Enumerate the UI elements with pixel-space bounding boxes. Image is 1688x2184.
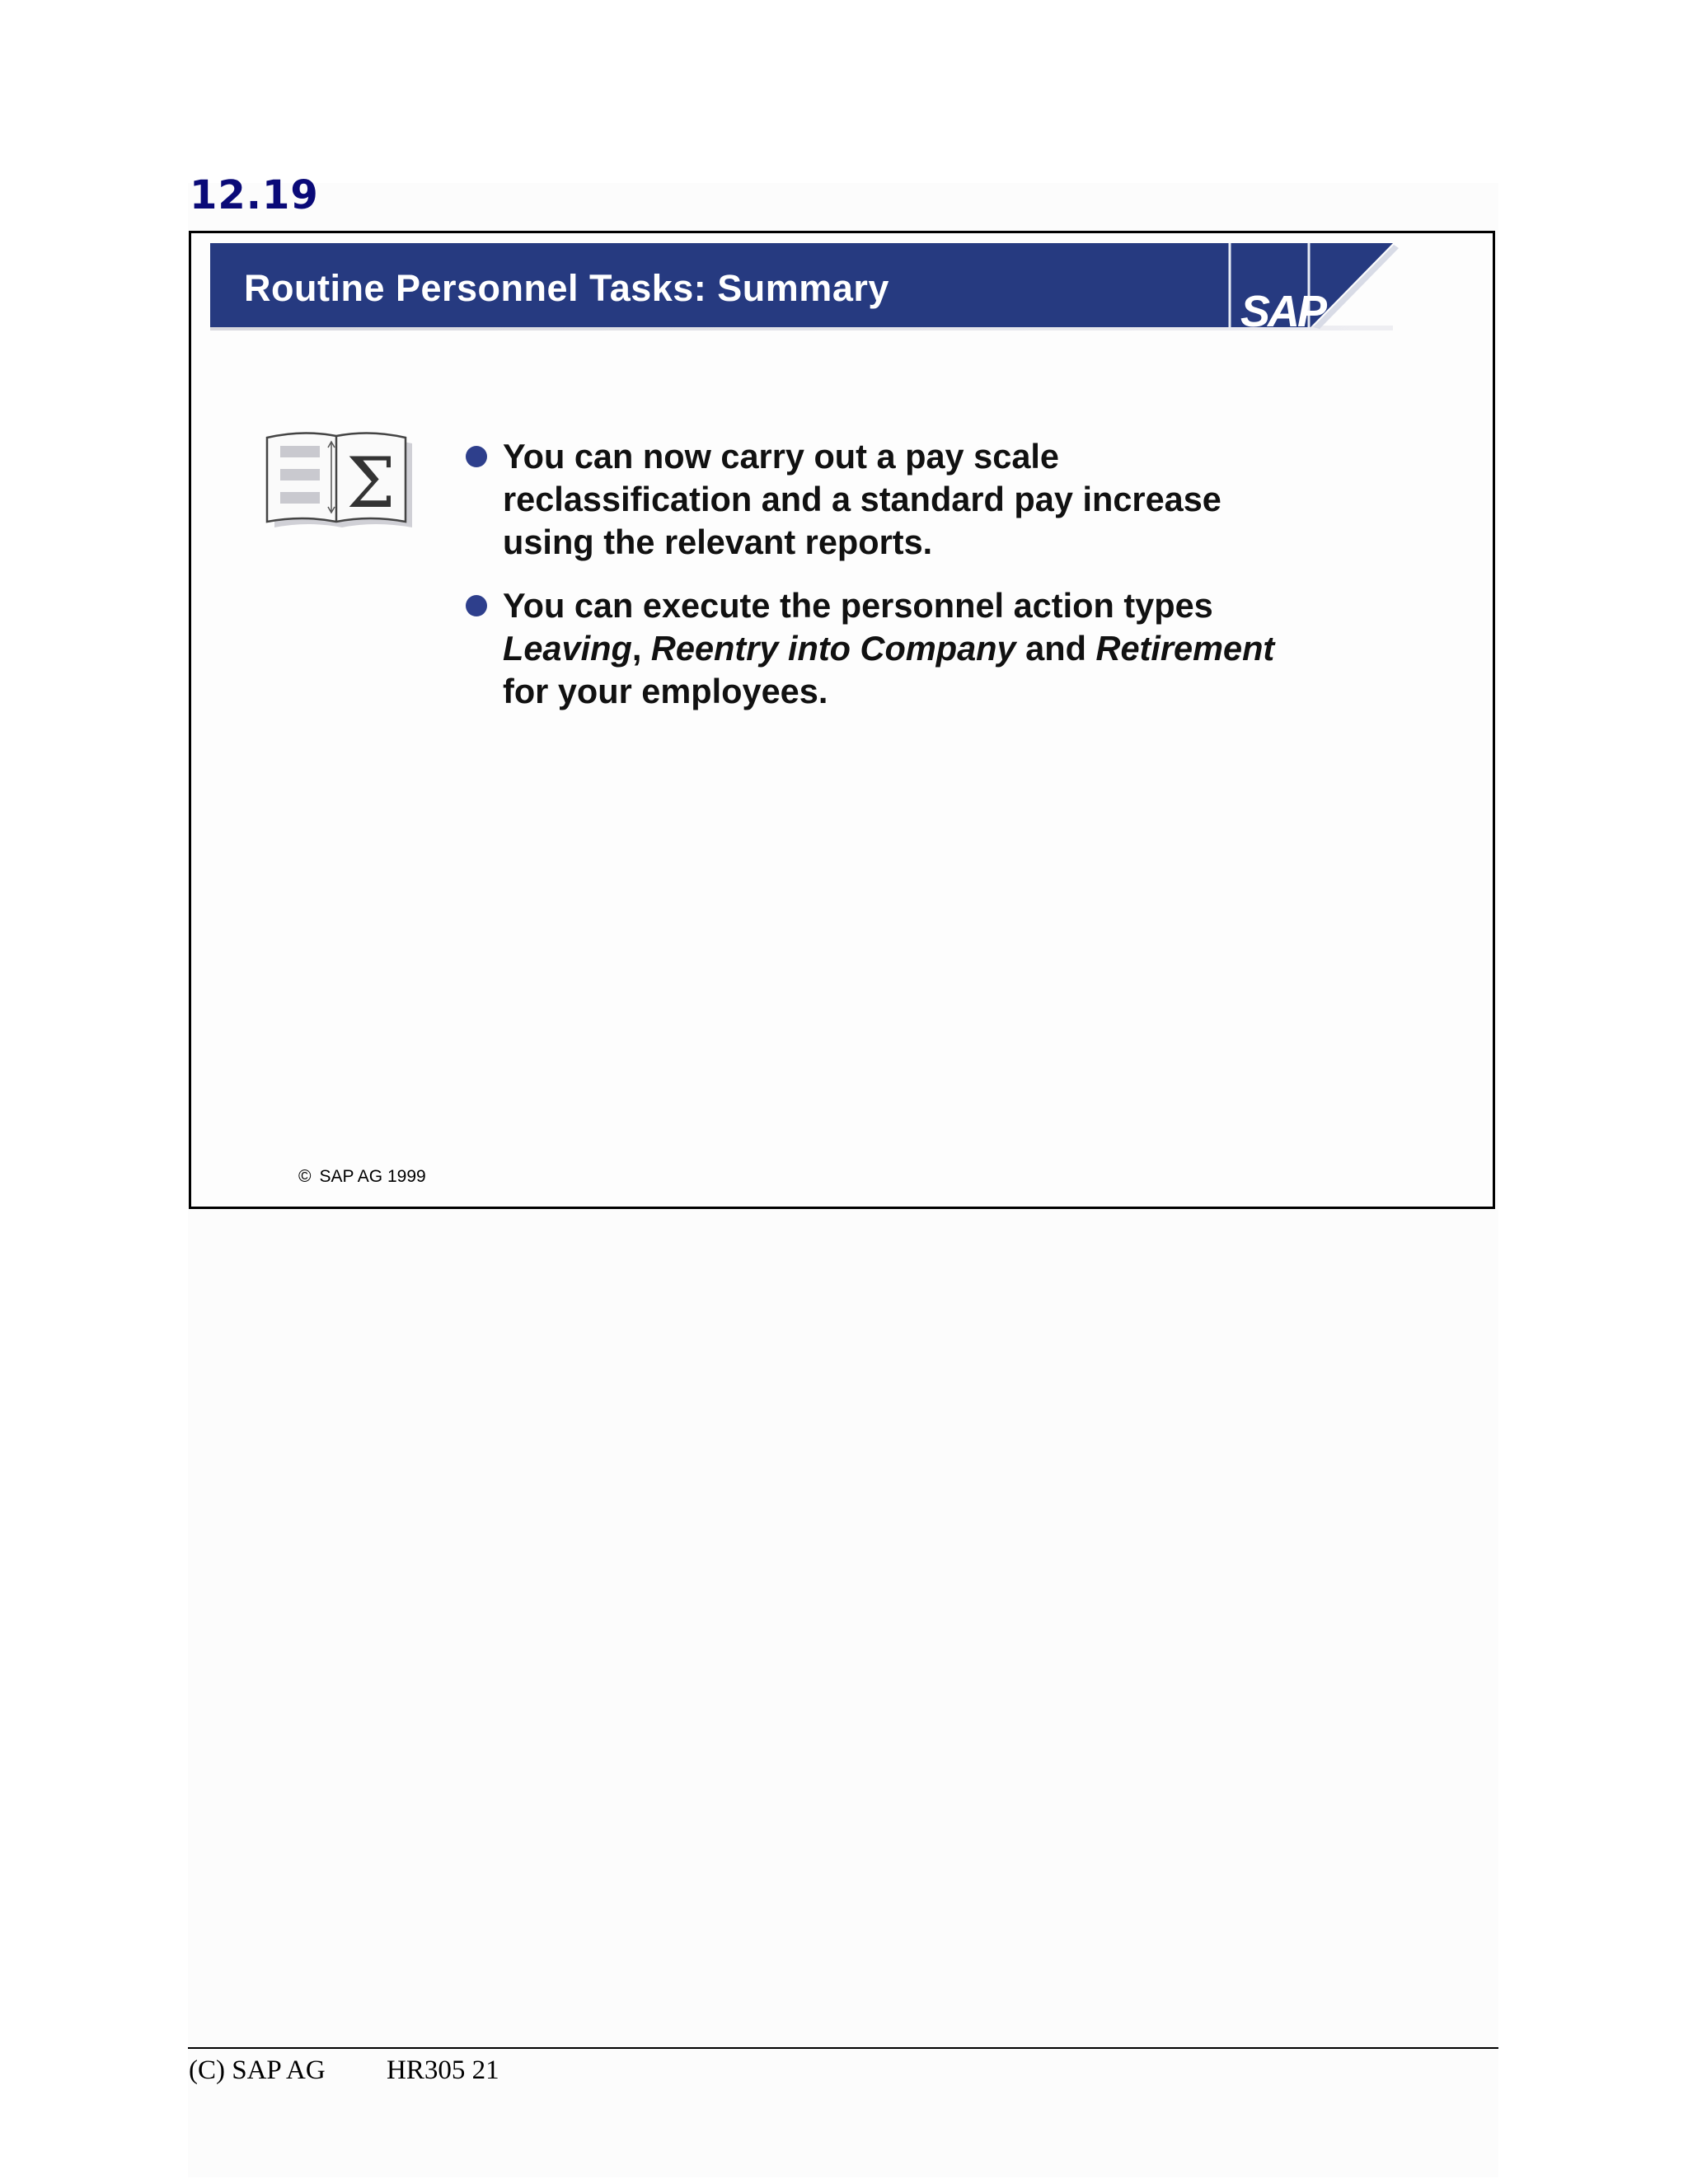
summary-book-sigma-icon [264, 431, 416, 538]
action-type-retirement: Retirement [1095, 629, 1275, 668]
bullet-text-line: You can execute the personnel action types [503, 586, 1213, 625]
summary-bullet-list [466, 435, 1339, 733]
bullet-text-line: using the relevant reports. [503, 523, 933, 561]
slide-title: Routine Personnel Tasks: Summary [244, 267, 889, 309]
page-footer [189, 2055, 499, 2086]
action-type-leaving: Leaving [503, 629, 632, 668]
bullet-dot-icon [466, 595, 487, 616]
copyright-text: SAP AG 1999 [319, 1167, 426, 1186]
slide [189, 231, 1495, 1209]
footer-company: (C) SAP AG [189, 2055, 326, 2085]
bullet-text-line: You can now carry out a pay scale [503, 437, 1060, 476]
bullet-text-line [503, 627, 1339, 670]
footer-course-page: HR305 21 [387, 2055, 499, 2085]
slide-title-bar [210, 243, 1412, 336]
separator-text: and [1015, 629, 1096, 668]
svg-text:Σ: Σ [346, 443, 396, 523]
bullet-text-line: for your employees. [503, 672, 828, 710]
bullet-item [466, 584, 1339, 713]
bullet-dot-icon [466, 446, 487, 467]
sap-logo: SAP [1240, 287, 1325, 336]
section-number: 12.19 [190, 172, 319, 218]
separator-text: , [631, 629, 651, 668]
slide-copyright [298, 1167, 426, 1187]
footer-divider [188, 2047, 1498, 2049]
action-type-reentry: Reentry into Company [650, 629, 1016, 668]
bullet-item [466, 435, 1339, 564]
bullet-text-line: reclassification and a standard pay increase [503, 480, 1221, 518]
copyright-icon: © [298, 1167, 312, 1186]
